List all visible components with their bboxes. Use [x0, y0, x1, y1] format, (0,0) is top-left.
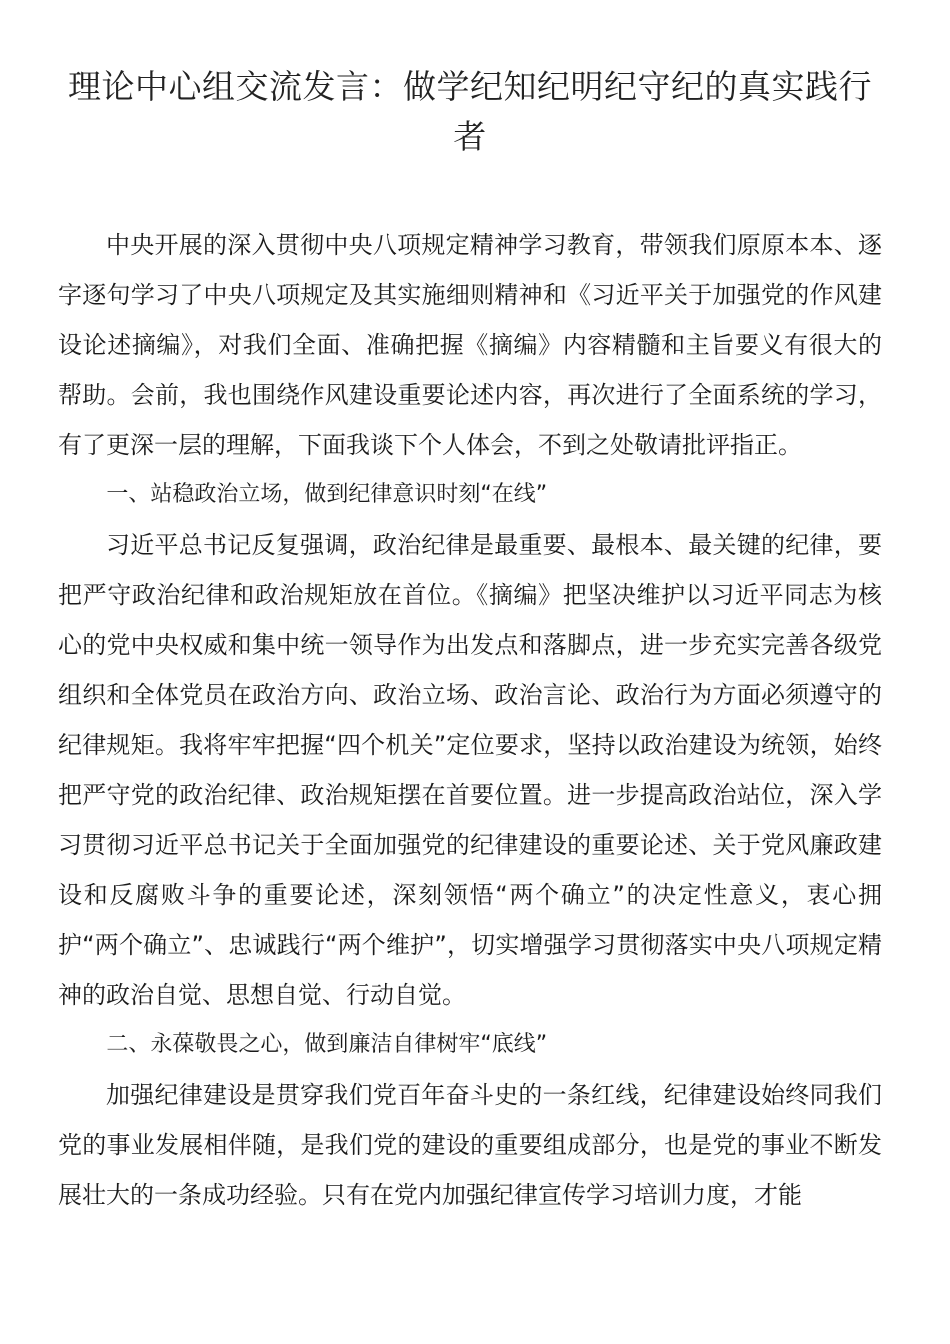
document-page [58, 62, 882, 1220]
section-heading-2: 二、永葆敬畏之心，做到廉洁自律树牢“底线” [106, 1032, 548, 1057]
section-heading-1: 一、站稳政治立场，做到纪律意识时刻“在线” [106, 482, 548, 507]
document-body [58, 220, 882, 1220]
document-title: 理论中心组交流发言：做学纪知纪明纪守纪的真实践行者 [68, 67, 872, 156]
intro-paragraph: 中央开展的深入贯彻中央八项规定精神学习教育，带领我们原原本本、逐字逐句学习了中央八项规定及其实施细则精神和《习近平关于加强党的作风建设论述摘编》，对我们全面、准确把握《摘编》内容精髓和主旨要义有很大的帮助。会前，我也围绕作风建设重要论述内容，再次进行了全面系统的学习，有了更深一层的理解，下面我谈下个人体会，不到之处敬请批评指正。 [58, 231, 882, 459]
section-1-paragraph: 习近平总书记反复强调，政治纪律是最重要、最根本、最关键的纪律，要把严守政治纪律和政治规矩放在首位。《摘编》把坚决维护以习近平同志为核心的党中央权威和集中统一领导作为出发点和落脚点，进一步充实完善各级党组织和全体党员在政治方向、政治立场、政治言论、政治行为方面必须遵守的纪律规矩。我将牢牢把握“四个机关”定位要求，坚持以政治建设为统领，始终把严守党的政治纪律、政治规矩摆在首要位置。进一步提高政治站位，深入学习贯彻习近平总书记关于全面加强党的纪律建设的重要论述、关于党风廉政建设和反腐败斗争的重要论述，深刻领悟“两个确立”的决定性意义，衷心拥护“两个确立”、忠诚践行“两个维护”，切实增强学习贯彻落实中央八项规定精神的政治自觉、思想自觉、行动自觉。 [58, 531, 882, 1009]
section-2-paragraph: 加强纪律建设是贯穿我们党百年奋斗史的一条红线，纪律建设始终同我们党的事业发展相伴随，是我们党的建设的重要组成部分，也是党的事业不断发展壮大的一条成功经验。只有在党内加强纪律宣传学习培训力度，才能 [58, 1081, 882, 1209]
